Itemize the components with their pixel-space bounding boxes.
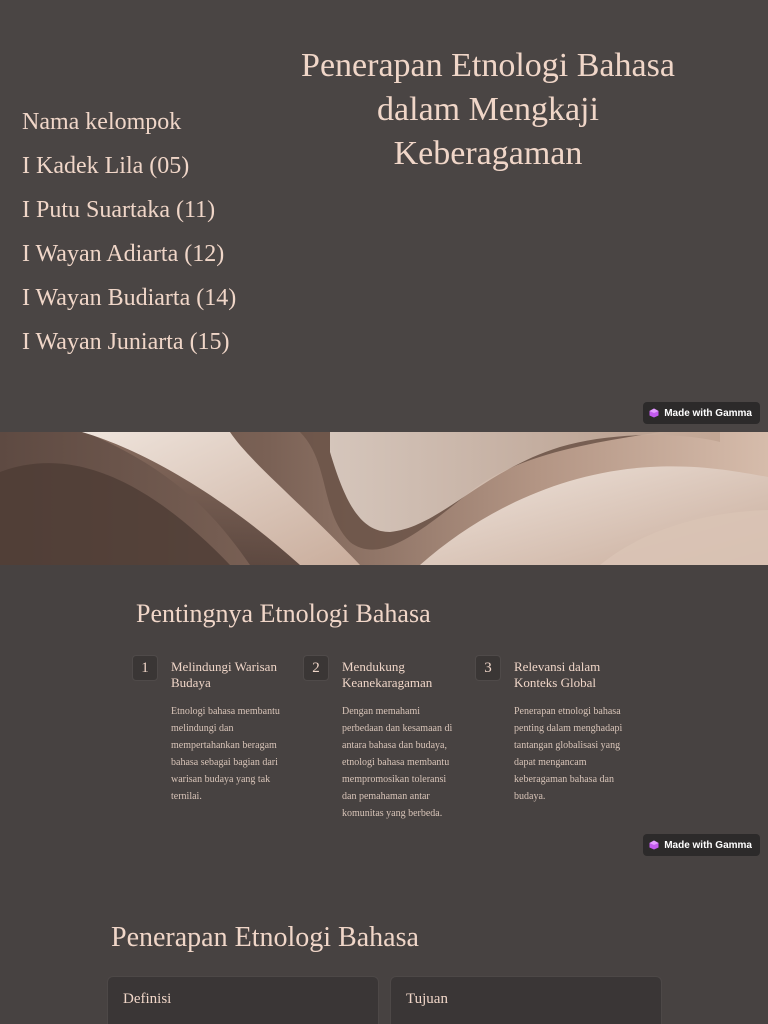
member-item: I Wayan Budiarta (14) — [22, 285, 237, 311]
gamma-logo-icon — [649, 840, 659, 850]
point-number: 1 — [132, 655, 158, 681]
presentation-title: Penerapan Etnologi Bahasa dalam Mengkaji Keberagaman — [301, 47, 675, 172]
member-item: I Putu Suartaka (11) — [22, 197, 216, 223]
member-list-heading: Nama kelompok — [22, 109, 182, 135]
point-title: Mendukung Keanekaragaman — [342, 659, 433, 690]
section-title: Pentingnya Etnologi Bahasa — [136, 599, 431, 628]
point-number: 2 — [303, 655, 329, 681]
badge-label: Made with Gamma — [664, 839, 752, 851]
point-body: Dengan memahami perbedaan dan kesamaan di antara bahasa dan budaya, etnologi bahasa membantu mempromosikan toleransi dan pemahaman antar komunitas yang berbeda. — [342, 706, 453, 819]
member-item: I Wayan Adiarta (12) — [22, 241, 225, 267]
badge-label: Made with Gamma — [664, 407, 752, 419]
point-body: Penerapan etnologi bahasa penting dalam menghadapi tantangan globalisasi yang dapat mengancam keberagaman bahasa dan budaya. — [514, 706, 623, 802]
member-item: I Wayan Juniarta (15) — [22, 329, 230, 355]
section-title: Penerapan Etnologi Bahasa — [111, 922, 419, 953]
point-title: Melindungi Warisan Budaya — [171, 659, 277, 690]
application-slide — [0, 860, 768, 1024]
definition-card — [107, 976, 379, 1024]
member-item: I Kadek Lila (05) — [22, 153, 190, 179]
point-title: Relevansi dalam Konteks Global — [514, 659, 601, 690]
purpose-card — [390, 976, 662, 1024]
importance-slide — [0, 565, 768, 860]
made-with-gamma-badge[interactable] — [643, 402, 760, 424]
point-body: Etnologi bahasa membantu melindungi dan mempertahankan beragam bahasa sebagai bagian dari warisan budaya yang tak ternilai. — [171, 706, 280, 802]
card-title: Definisi — [123, 991, 172, 1007]
title-slide — [0, 0, 768, 432]
abstract-image-slide — [0, 432, 768, 565]
gamma-logo-icon — [649, 408, 659, 418]
card-title: Tujuan — [406, 991, 448, 1007]
abstract-waves-image — [0, 432, 768, 565]
member-list — [22, 100, 236, 364]
made-with-gamma-badge[interactable] — [643, 834, 760, 856]
point-number: 3 — [475, 655, 501, 681]
